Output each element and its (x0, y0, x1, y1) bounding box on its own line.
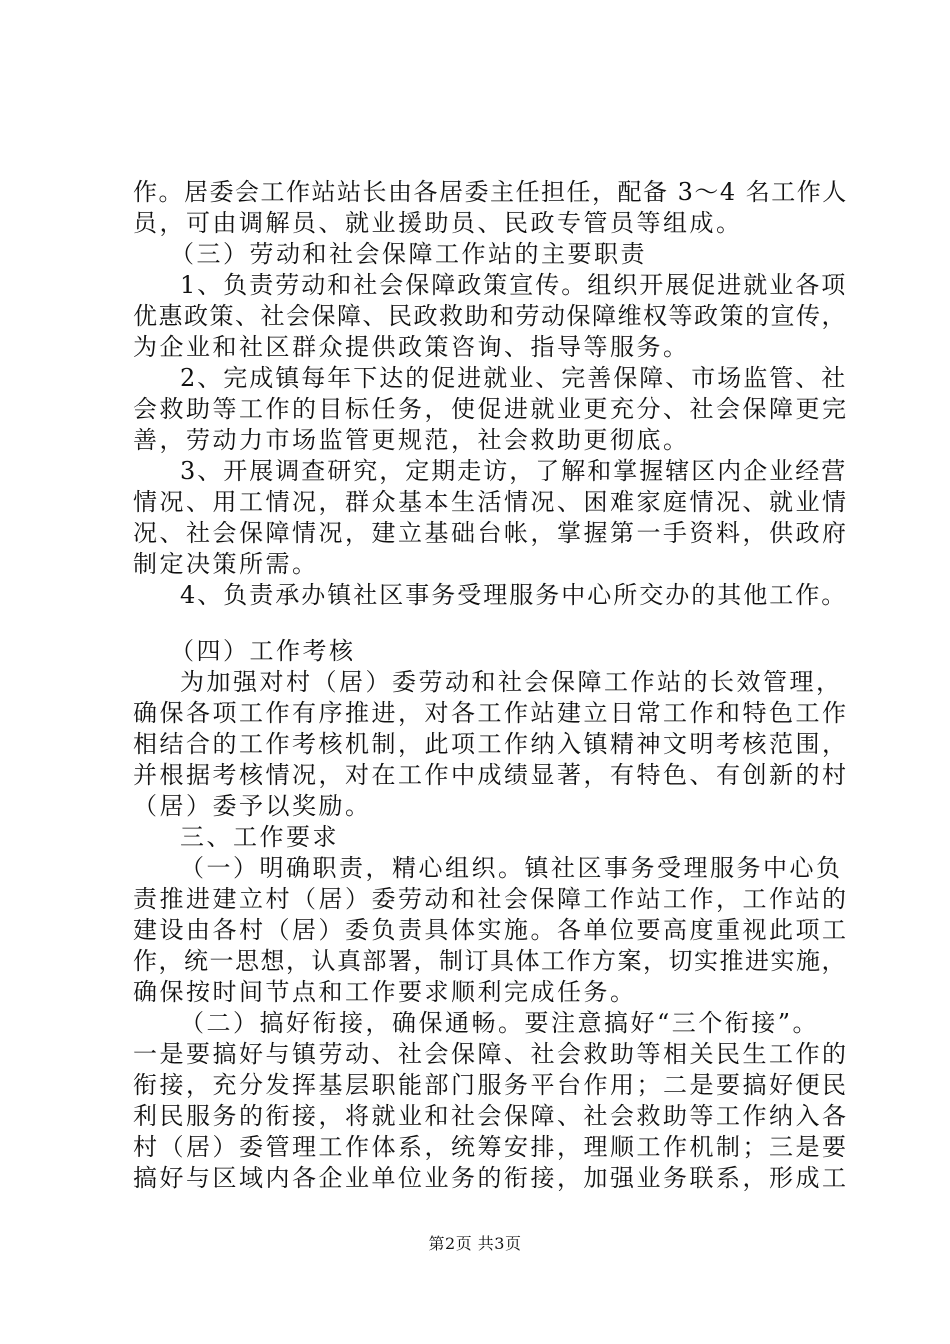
text-line: 情况、用工情况，群众基本生活情况、困难家庭情况、就业情 (133, 488, 849, 516)
text-line: 衔接，充分发挥基层职能部门服务平台作用；二是要搞好便民 (133, 1071, 849, 1099)
text-line: 4、负责承办镇社区事务受理服务中心所交办的其他工作。 (180, 581, 848, 609)
text-line: 确保各项工作有序推进，对各工作站建立日常工作和特色工作 (133, 699, 849, 727)
text-line: 作，统一思想，认真部署，制订具体工作方案，切实推进实施， (133, 947, 847, 975)
section-heading: 三、工作要求 (180, 823, 339, 851)
text-line: （二）搞好衔接，确保通畅。要注意搞好“三个衔接”。 (180, 1009, 820, 1037)
page-number: 第2页 共3页 (428, 1234, 522, 1253)
text-line: 确保按时间节点和工作要求顺利完成任务。 (133, 978, 637, 1006)
text-line: （居）委予以奖励。 (133, 792, 372, 820)
text-line: 利民服务的衔接，将就业和社会保障、社会救助等工作纳入各 (133, 1102, 849, 1130)
section-heading: （三）劳动和社会保障工作站的主要职责 (170, 240, 647, 268)
text-line: 为企业和社区群众提供政策咨询、指导等服务。 (133, 333, 690, 361)
text-line: 责推进建立村（居）委劳动和社会保障工作站工作，工作站的 (133, 885, 849, 913)
text-line: 况、社会保障情况，建立基础台帐，掌握第一手资料，供政府 (133, 519, 849, 547)
text-line: 相结合的工作考核机制，此项工作纳入镇精神文明考核范围， (133, 730, 849, 758)
text-line: 一是要搞好与镇劳动、社会保障、社会救助等相关民生工作的 (133, 1040, 849, 1068)
text-line: 1、负责劳动和社会保障政策宣传。组织开展促进就业各项 (180, 271, 848, 299)
text-line: 制定决策所需。 (133, 550, 319, 578)
text-line: 建设由各村（居）委负责具体实施。各单位要高度重视此项工 (133, 916, 849, 944)
text-line: 2、完成镇每年下达的促进就业、完善保障、市场监管、社 (180, 364, 848, 392)
text-line: 员，可由调解员、就业援助员、民政专管员等组成。 (133, 209, 743, 237)
text-line: 3、开展调查研究，定期走访，了解和掌握辖区内企业经营 (180, 457, 848, 485)
text-line: 搞好与区域内各企业单位业务的衔接，加强业务联系，形成工 (133, 1164, 849, 1192)
text-line: 并根据考核情况，对在工作中成绩显著，有特色、有创新的村 (133, 761, 849, 789)
text-line: 作。居委会工作站站长由各居委主任担任，配备 3～4 名工作人 (133, 178, 848, 206)
text-line: 会救助等工作的目标任务，使促进就业更充分、社会保障更完 (133, 395, 849, 423)
section-heading: （四）工作考核 (170, 637, 356, 665)
text-line: 善，劳动力市场监管更规范，社会救助更彻底。 (133, 426, 690, 454)
text-line: 优惠政策、社会保障、民政救助和劳动保障维权等政策的宣传， (133, 302, 847, 330)
text-line: 为加强对村（居）委劳动和社会保障工作站的长效管理， (180, 668, 843, 696)
text-line: 村（居）委管理工作体系，统筹安排，理顺工作机制；三是要 (133, 1133, 849, 1161)
text-line: （一）明确职责，精心组织。镇社区事务受理服务中心负 (180, 854, 843, 882)
